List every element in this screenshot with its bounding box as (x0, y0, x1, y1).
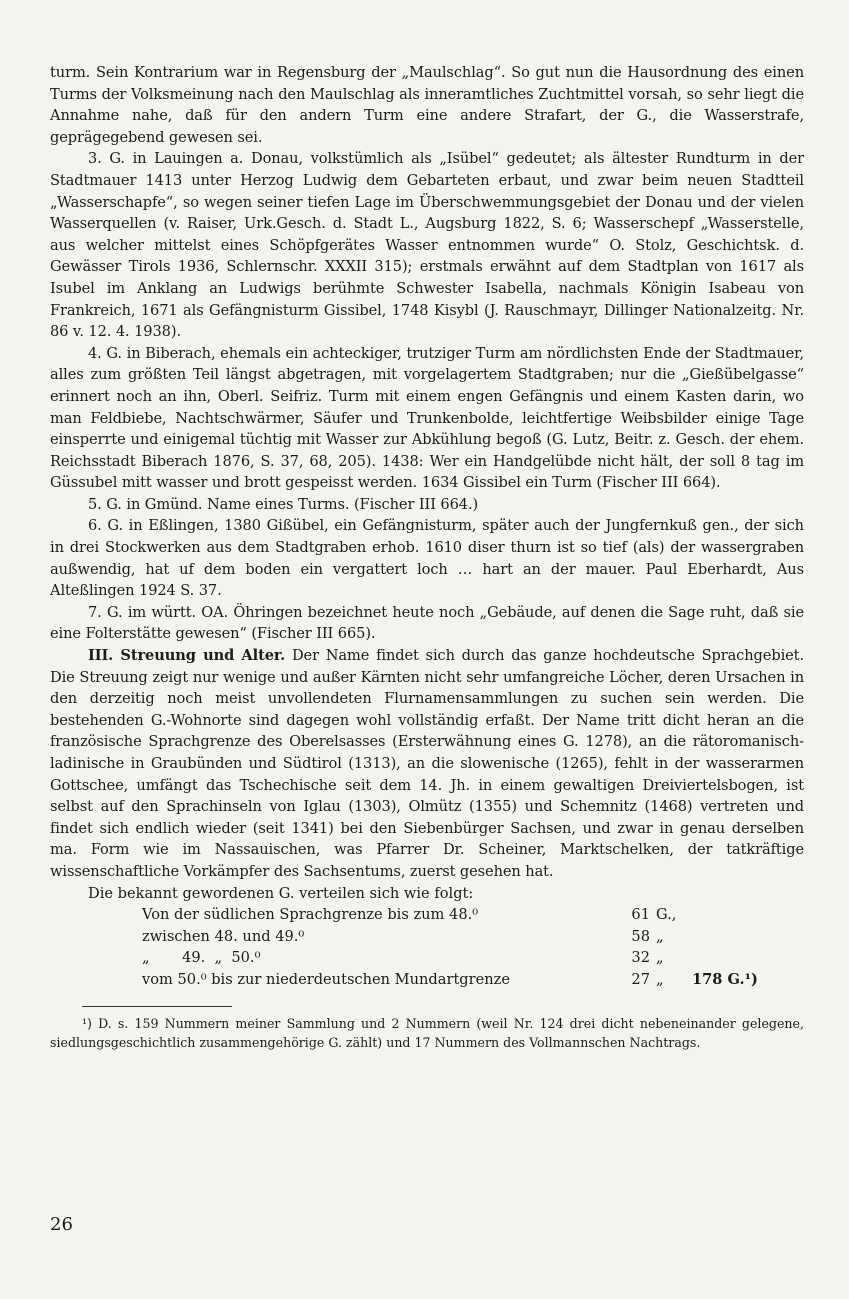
row-label: vom 50.⁰ bis zur niederdeutschen Mundartgrenze (142, 970, 510, 988)
paragraph-item-7: 7. G. im württ. OA. Öhringen bezeichnet heute noch „Gebäude, auf denen die Sage ruht, daß sie eine Folterstätte gewesen“ (Fischer III 665). (50, 603, 804, 643)
row-unit: „ (656, 927, 664, 945)
row-unit: „ (656, 949, 664, 967)
section-text: Der Name findet sich durch das ganze hochdeutsche Sprachgebiet. Die Streuung zeigt nur wenige und außer Kärnten nicht sehr umfangreiche Löcher, deren Ursachen in den derzeitig noch meist unvollendeten Flurnamensammlungen zu suchen sein werden. Die bestehenden G.-Wohnorte sind dagegen wohl vollständig erfaßt. Der Name tritt dicht heran an die französische Sprachgrenze des Oberelsasses (Ersterwähnung eines G. 1278), an die rätoromanisch-ladinische in Graubünden und Südtirol (1313), an die slowenische (1265), fehlt in der wasserarmen Gottschee, umfängt das Tschechische seit dem 14. Jh. in einem gewaltigen Dreiviertelsbogen, ist selbst auf den Sprachinseln von Iglau (1303), Olmütz (1355) und Schemnitz (1468) vertreten und findet sich endlich wieder (seit 1341) bei den Siebenbürger Sachsen, und zwar in genau derselben ma. Form wie im Nassauischen, was Pfarrer Dr. Scheiner, Marktschelken, der tatkräftige wissenschaftliche Vorkämpfer des Sachsentums, zuerst gesehen hat. (50, 647, 804, 880)
distribution-row (142, 947, 758, 969)
row-label: Von der südlichen Sprachgrenze bis zum 48.⁰ (142, 906, 479, 924)
distribution-total: 178 G.¹) (692, 970, 758, 988)
distribution-intro: Die bekannt gewordenen G. verteilen sich wie folgt: (88, 884, 474, 902)
distribution-block (50, 883, 804, 991)
paragraph-continuation: turm. Sein Kontrarium war in Regensburg der „Maulschlag“. So gut nun die Hausordnung des einen Turms der Volksmeinung nach den Maulschlag als inneramtliches Zuchtmittel vorsah, so sehr liegt die Annahme nahe, daß für den andern Turm eine andere Strafart, der G., die Wasserstrafe, geprägegebend gewesen sei. (50, 64, 804, 146)
row-count: 61 (631, 906, 650, 924)
row-count: 32 (631, 949, 650, 967)
section-paragraph (50, 645, 804, 883)
page-number: 26 (50, 1214, 73, 1235)
paragraph-item-3: 3. G. in Lauingen a. Donau, volkstümlich als „Isübel“ gedeutet; als ältester Rundturm in der Stadtmauer 1413 unter Herzog Ludwig dem Gebarteten erbaut, und zwar beim neuen Stadtteil „Wasserschapfe“, so wegen seiner tiefen Lage im Überschwemmungsgebiet der Donau und der vielen Wasserquellen (v. Raiser, Urk.Gesch. d. Stadt L., Augsburg 1822, S. 6; Wasserschepf „Wasserstelle, aus welcher mittelst eines Schöpfgerätes Wasser entnommen wurde“ O. Stolz, Geschichtsk. d. Gewässer Tirols 1936, Schlernschr. XXXII 315); erstmals erwähnt auf dem Stadtplan von 1617 als Isubel im Anklang an Ludwigs berühmte Schwester Isabella, nachmals Königin Isabeau von Frankreich, 1671 als Gefängnisturm Gissibel, 1748 Kisybl (J. Rauschmayr, Dillinger Nationalzeitg. Nr. 86 v. 12. 4. 1938). (50, 150, 804, 341)
distribution-row (142, 926, 758, 948)
section-heading: III. Streuung und Alter. (88, 647, 286, 665)
paragraph-item-6: 6. G. in Eßlingen, 1380 Gißübel, ein Gefängnisturm, später auch der Jungfernkuß gen., der sich in drei Stockwerken aus dem Stadtgraben erhob. 1610 diser thurn ist so tief (als) der wassergraben außwendig, hat uf dem boden ein vergattert loch … hart an der mauer. Paul Eberhardt, Aus Alteßlingen 1924 S. 37. (50, 517, 804, 600)
row-label: „ 49. „ 50.⁰ (142, 949, 261, 967)
page-body (50, 62, 804, 1052)
distribution-row (142, 904, 758, 926)
footnote-divider (82, 1006, 232, 1007)
footnote: ¹) D. s. 159 Nummern meiner Sammlung und 2 Nummern (weil Nr. 124 drei dicht nebeneinander gelegene, siedlungsgeschichtlich zusammengehörige G. zählt) und 17 Nummern des Vollmannschen Nachtrags. (50, 1015, 804, 1050)
distribution-table (142, 904, 758, 990)
row-count: 27 (631, 970, 650, 988)
paragraph-item-4: 4. G. in Biberach, ehemals ein achteckiger, trutziger Turm am nördlichsten Ende der Stadtmauer, alles zum größten Teil längst abgetragen, mit vorgelagertem Stadtgraben; nur die „Gießübelgasse“ erinnert noch an ihn, Oberl. Seifriz. Turm mit einem engen Gefängnis und einem Kasten darin, wo man Feldbiebe, Nachtschwärmer, Säufer und Trunkenbolde, leichtfertige Weibsbilder einige Tage einsperrte und einigemal tüchtig mit Wasser zur Abkühlung begoß (G. Lutz, Beitr. z. Gesch. der ehem. Reichsstadt Biberach 1876, S. 37, 68, 205). 1438: Wer ein Handgelübde nicht hält, der soll 8 tag im Güssubel mitt wasser und brott gespeisst werden. 1634 Gissibel ein Turm (Fischer III 664). (50, 344, 804, 492)
row-unit: „ (656, 970, 664, 988)
row-unit: G., (656, 906, 677, 924)
row-count: 58 (631, 927, 650, 945)
main-text (50, 62, 804, 883)
paragraph-item-5: 5. G. in Gmünd. Name eines Turms. (Fischer III 664.) (88, 495, 479, 513)
row-label: zwischen 48. und 49.⁰ (142, 927, 305, 945)
distribution-row (142, 969, 758, 991)
